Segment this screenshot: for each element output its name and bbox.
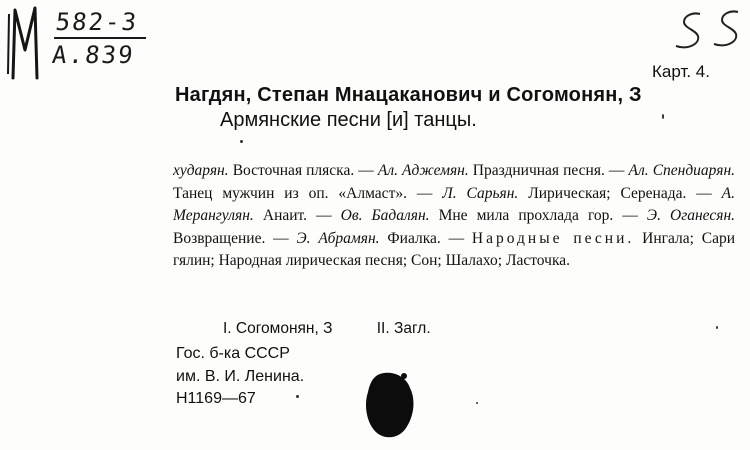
composer-name: Ал. Спендиарян. — [628, 162, 736, 179]
composer-name: Л. Сарьян. — [442, 184, 519, 202]
ink-speck — [476, 402, 478, 404]
composer-name: А. Мерангулян. — [173, 184, 736, 225]
work-titles: Ингала; Сари гялин; Народная лирическая песня; Сон; Шалахо; Ласточка. — [173, 229, 736, 270]
work-titles: Праздничная песня. — — [468, 162, 629, 179]
ink-speck — [240, 140, 243, 143]
shelf-mark — [51, 10, 149, 67]
ink-speck — [296, 395, 299, 398]
tracing-title: II. Загл. — [376, 320, 431, 337]
composer-name: Э. Оганесян. — [646, 207, 736, 225]
ink-speck — [662, 114, 664, 119]
handwritten-page-number — [672, 8, 744, 54]
card-number: Карт. 4. — [652, 62, 710, 81]
work-titles: Фиалка. — — [379, 229, 472, 247]
folk-songs-heading: Народные песни. — [471, 229, 635, 247]
work-titles: Восточная пляска. — — [228, 162, 378, 179]
shelf-mark-line1: 582-3 — [54, 10, 149, 39]
title-line: Армянские песни [и] танцы. — [220, 109, 477, 131]
work-titles: Мне мила прохлада гор. — — [429, 207, 647, 225]
ink-blot — [360, 368, 418, 442]
work-titles: Лирическая; Серенада. — — [518, 184, 722, 202]
shelf-mark-line2: А.839 — [50, 41, 136, 69]
composer-name: хударян. — [173, 162, 229, 179]
composer-name: Э. Абрамян. — [296, 229, 380, 247]
composer-name: Ал. Аджемян. — [377, 162, 469, 179]
tracing-author: I. Согомонян, З — [223, 320, 333, 337]
library-named-after: им. В. И. Ленина. — [176, 367, 305, 385]
contents-note — [173, 160, 735, 273]
work-titles: Возвращение. — — [173, 229, 297, 247]
library-name: Гос. б-ка СССР — [176, 345, 290, 362]
work-titles: Анаит. — — [253, 207, 341, 225]
tracings — [223, 320, 431, 338]
work-titles: Танец мужчин из оп. «Алмаст». — — [173, 184, 443, 202]
author-heading: Нагдян, Степан Мнацаканович и Согомонян, З — [175, 84, 642, 106]
catalog-number: Н1169—67 — [176, 390, 256, 407]
holding-info — [176, 343, 304, 411]
handwritten-m-mark — [6, 4, 46, 82]
composer-name: Ов. Бадалян. — [340, 207, 430, 225]
ink-speck — [716, 326, 718, 329]
